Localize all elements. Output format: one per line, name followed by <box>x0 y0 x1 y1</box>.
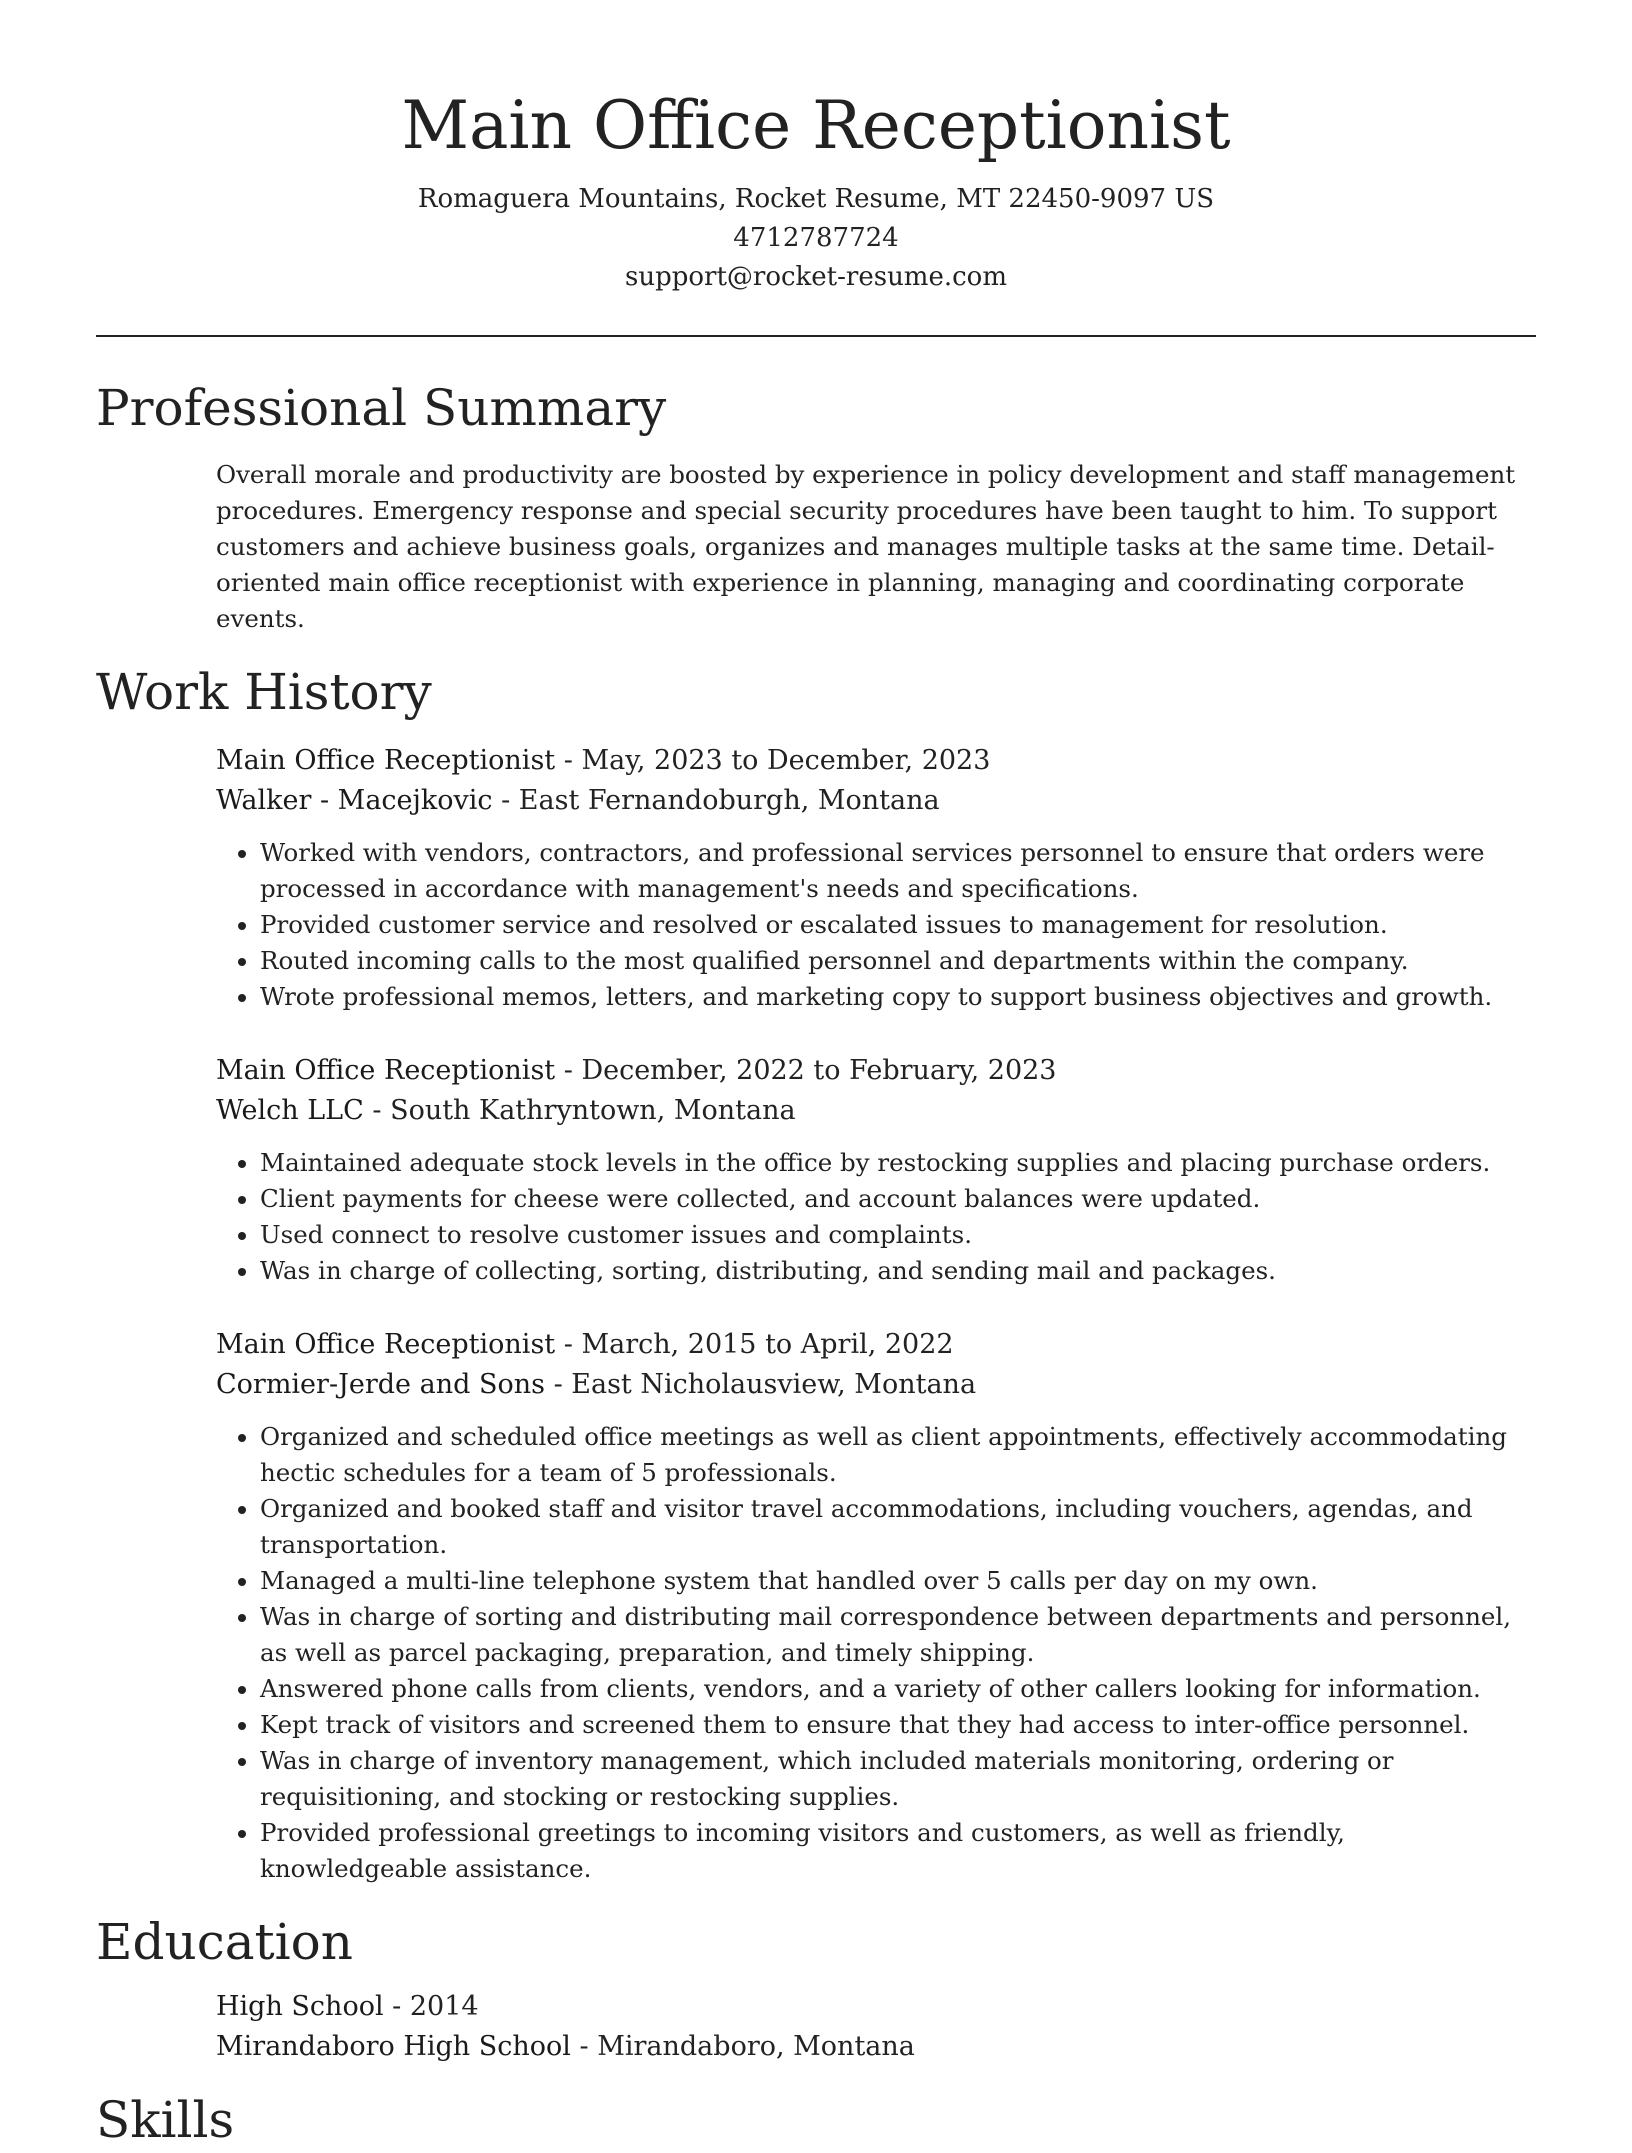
contact-email: support@rocket-resume.com <box>624 262 1007 292</box>
contact-phone: 4712787724 <box>733 223 899 253</box>
job-bullets <box>216 1419 1536 1887</box>
education-school-line <box>216 2027 1536 2067</box>
summary-text: Overall morale and productivity are boosted by experience in policy development and staff management procedures. Emergency response and special security procedures have been taught to him. To support customers and achieve business goals, organizes and manages multiple tasks at the same time. Detail-oriented main office receptionist with experience in planning, managing and coordinating corporate events. <box>216 460 1516 633</box>
job-location: - East Fernandoburgh, Montana <box>492 785 940 816</box>
job-role-line <box>216 741 1536 781</box>
job-bullet: • Provided professional greetings to incoming visitors and customers, as well as friendly, knowledgeable assistance. <box>260 1815 1536 1887</box>
job-role: Main Office Receptionist <box>216 745 556 776</box>
job-bullet: • Was in charge of collecting, sorting, distributing, and sending mail and packages. <box>260 1253 1536 1289</box>
job-bullet: • Was in charge of inventory management, which included materials monitoring, ordering or requisitioning, and stocking or restocking supplies. <box>260 1743 1536 1815</box>
job-company-line <box>216 1091 1536 1131</box>
section-title-skills: Skills <box>96 2091 235 2149</box>
contact-address: Romaguera Mountains, Rocket Resume, MT 22450-9097 US <box>417 184 1215 214</box>
job-dates: - March, 2015 to April, 2022 <box>555 1329 954 1360</box>
education-degree-line <box>216 1987 1536 2027</box>
education-school: Mirandaboro High School <box>216 2031 571 2062</box>
education-degree: High School <box>216 1991 384 2022</box>
job-bullet: • Managed a multi-line telephone system that handled over 5 calls per day on my own. <box>260 1563 1536 1599</box>
header-divider <box>96 335 1536 337</box>
job-company: Cormier-Jerde and Sons <box>216 1369 545 1400</box>
job-bullet: • Used connect to resolve customer issues and complaints. <box>260 1217 1536 1253</box>
resume-page <box>96 0 1536 2153</box>
job-bullet: • Organized and scheduled office meetings as well as client appointments, effectively accommodating hectic schedules for a team of 5 professionals. <box>260 1419 1536 1491</box>
job-role-line <box>216 1325 1536 1365</box>
job-bullets <box>216 1145 1536 1289</box>
education-entry <box>216 1987 1536 2067</box>
job-bullet: • Provided customer service and resolved or escalated issues to management for resolution. <box>260 907 1536 943</box>
job-entry <box>216 1325 1536 1887</box>
job-company: Welch LLC <box>216 1095 364 1126</box>
job-bullet: • Answered phone calls from clients, vendors, and a variety of other callers looking for information. <box>260 1671 1536 1707</box>
job-entry <box>216 1051 1536 1289</box>
job-bullet: • Was in charge of sorting and distributing mail correspondence between departments and personnel, as well as parcel packaging, preparation, and timely shipping. <box>260 1599 1536 1671</box>
job-location: - South Kathryntown, Montana <box>363 1095 796 1126</box>
job-role: Main Office Receptionist <box>216 1055 556 1086</box>
job-bullet: • Worked with vendors, contractors, and professional services personnel to ensure that orders were processed in accordance with management's needs and specifications. <box>260 835 1536 907</box>
job-bullet: • Organized and booked staff and visitor travel accommodations, including vouchers, agendas, and transportation. <box>260 1491 1536 1563</box>
job-role: Main Office Receptionist <box>216 1329 556 1360</box>
job-role-line <box>216 1051 1536 1091</box>
section-title-work-history: Work History <box>96 663 432 721</box>
job-bullet: • Kept track of visitors and screened them to ensure that they had access to inter-office personnel. <box>260 1707 1536 1743</box>
job-bullet: • Client payments for cheese were collected, and account balances were updated. <box>260 1181 1536 1217</box>
section-title-summary: Professional Summary <box>96 379 667 437</box>
education-location: - Mirandaboro, Montana <box>570 2031 915 2062</box>
job-bullet: • Wrote professional memos, letters, and marketing copy to support business objectives and growth. <box>260 979 1536 1015</box>
job-dates: - May, 2023 to December, 2023 <box>555 745 991 776</box>
contact-block <box>96 180 1536 297</box>
job-company-line <box>216 781 1536 821</box>
job-bullet: • Maintained adequate stock levels in the office by restocking supplies and placing purchase orders. <box>260 1145 1536 1181</box>
job-dates: - December, 2022 to February, 2023 <box>555 1055 1057 1086</box>
job-entry <box>216 741 1536 1015</box>
section-title-education: Education <box>96 1913 353 1971</box>
candidate-title: Main Office Receptionist <box>401 87 1231 164</box>
education-year: - 2014 <box>383 1991 479 2022</box>
job-company: Walker - Macejkovic <box>216 785 493 816</box>
resume-header <box>96 0 1536 297</box>
job-location: - East Nicholausview, Montana <box>544 1369 977 1400</box>
job-company-line <box>216 1365 1536 1405</box>
job-bullet: • Routed incoming calls to the most qualified personnel and departments within the company. <box>260 943 1536 979</box>
job-bullets <box>216 835 1536 1015</box>
